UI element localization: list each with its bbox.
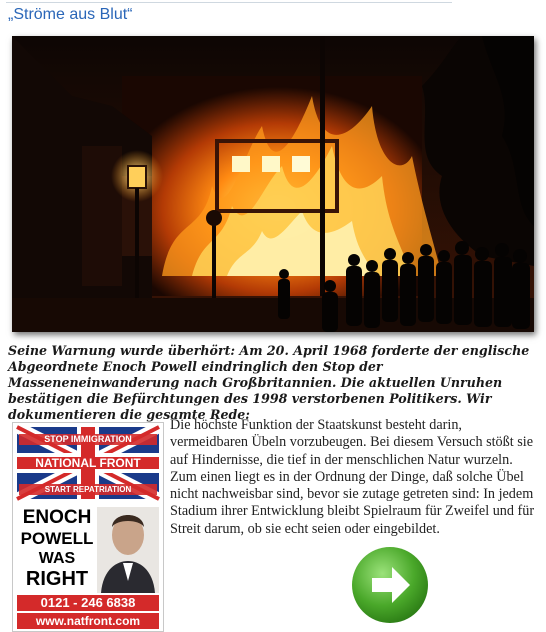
poster-banner-main: NATIONAL FRONT (35, 456, 141, 470)
speech-body-text: Die höchste Funktion der Staatskunst besteht darin, vermeidbaren Übeln vorzubeugen. Bei diesem Versuch stößt sie auf Hindernisse, die tief in der menschlichen Natur wurzeln. Zum einen liegt es in der Ordnung der Dinge, daß solche Übel nicht nachweisbar sind, bevor sie zutage getreten sind: In jedem Stadium ihrer Entwicklung bleibt Spielraum für Zweifel und für Streit darum, ob sie echt seien oder eingebildet. (170, 417, 535, 537)
poster-line-powell: POWELL (20, 529, 94, 548)
poster-banner-bottom: START REPATRIATION (44, 485, 132, 494)
poster-phone: 0121 - 246 6838 (40, 595, 136, 610)
poster-line-was: WAS (38, 550, 76, 567)
poster-line-enoch: ENOCH (22, 507, 92, 528)
arrow-right-icon (350, 545, 430, 625)
article-title-link[interactable]: „Ströme aus Blut“ (8, 6, 133, 23)
faded-text-overlay (170, 555, 370, 573)
poster-banner-top: STOP IMMIGRATION (44, 434, 132, 444)
next-page-button[interactable] (350, 545, 430, 625)
top-divider (6, 2, 452, 3)
poster-url: www.natfront.com (35, 614, 141, 628)
national-front-poster (12, 422, 164, 632)
poster-line-right: RIGHT (25, 568, 89, 590)
riot-fire-photo (12, 36, 534, 332)
photo-caption: Seine Warnung wurde überhört: Am 20. April 1968 forderte der englische Abgeordnete Enoch Powell eindringlich den Stop der Masseneneinwanderung nach Großbritannien. Die aktuellen Unruhen bestätigen die Befürchtungen des 1998 verstorbenen Politikers. Wir dokumentieren die gesamte Rede: (8, 343, 530, 422)
